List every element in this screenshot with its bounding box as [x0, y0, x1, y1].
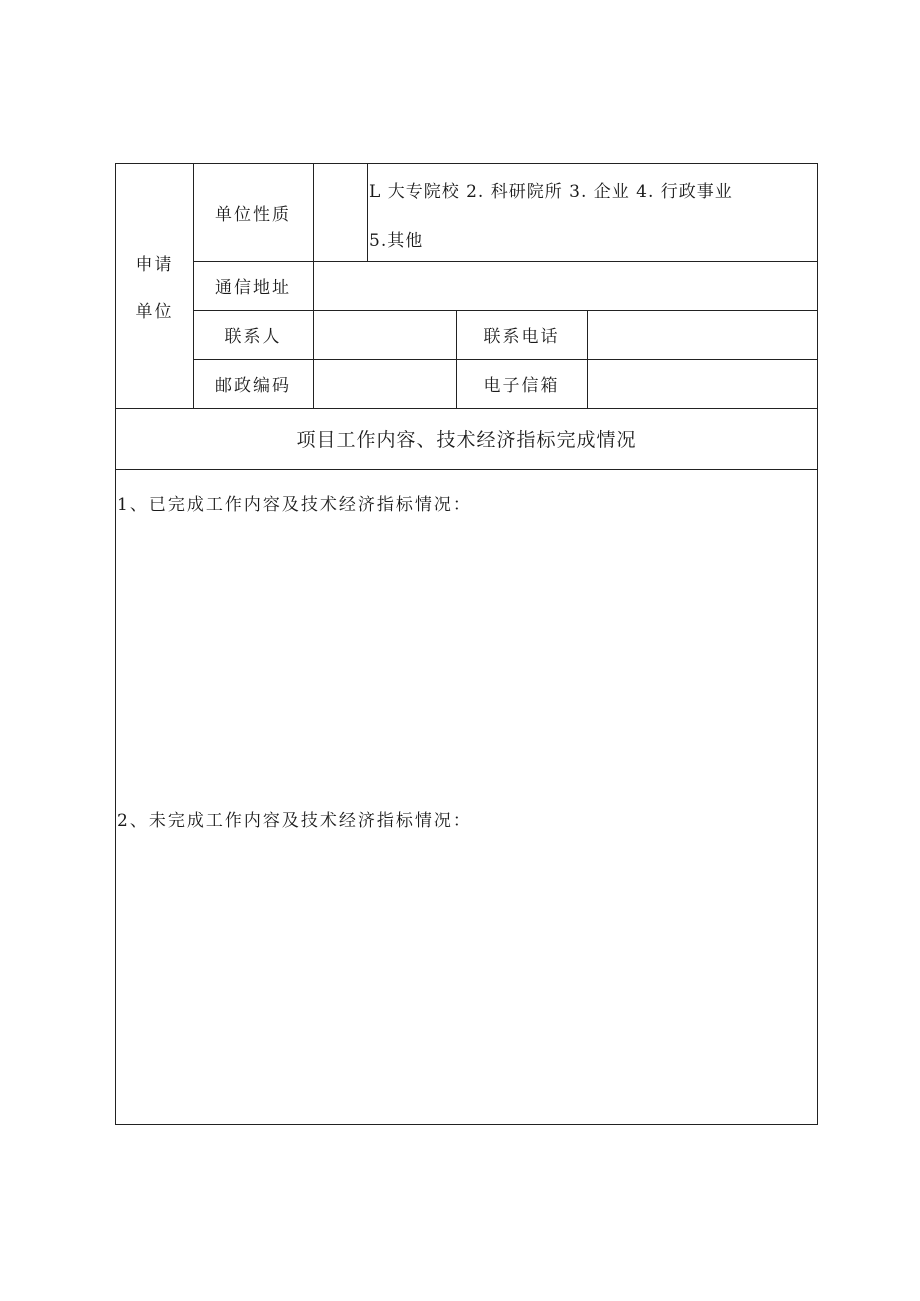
- applicant-unit-label-line1: 申请: [135, 255, 174, 275]
- uncompleted-work-heading: 2、未完成工作内容及技术经济指标情况：: [117, 811, 472, 831]
- unit-nature-label: 单位性质: [215, 205, 291, 225]
- email-field[interactable]: [587, 359, 817, 408]
- email-label: 电子信箱: [483, 376, 560, 396]
- unit-nature-options-line1: L 大专院校 2. 科研院所 3. 企业 4. 行政事业: [369, 182, 733, 202]
- phone-field[interactable]: [587, 310, 817, 359]
- contact-field[interactable]: [313, 310, 456, 359]
- address-field[interactable]: [313, 261, 817, 310]
- unit-nature-options-line2: 5.其他: [369, 231, 424, 251]
- applicant-unit-label-line2: 单位: [135, 302, 174, 322]
- contact-label: 联系人: [224, 327, 282, 347]
- applicant-unit-label: [116, 164, 193, 408]
- postal-code-field[interactable]: [313, 359, 456, 408]
- unit-nature-options: [368, 164, 818, 261]
- uncompleted-work-content-area[interactable]: [117, 840, 816, 1120]
- unit-nature-checkbox-cell[interactable]: [313, 164, 367, 261]
- section-title: 项目工作内容、技术经济指标完成情况: [296, 429, 637, 451]
- postal-code-label: 邮政编码: [215, 376, 291, 396]
- application-form-table: [115, 163, 818, 1125]
- row-divider-5: [116, 469, 817, 470]
- address-label: 通信地址: [215, 278, 291, 298]
- phone-label: 联系电话: [483, 327, 560, 347]
- completed-work-heading: 1、已完成工作内容及技术经济指标情况：: [117, 495, 472, 515]
- completed-work-content-area[interactable]: [117, 524, 816, 794]
